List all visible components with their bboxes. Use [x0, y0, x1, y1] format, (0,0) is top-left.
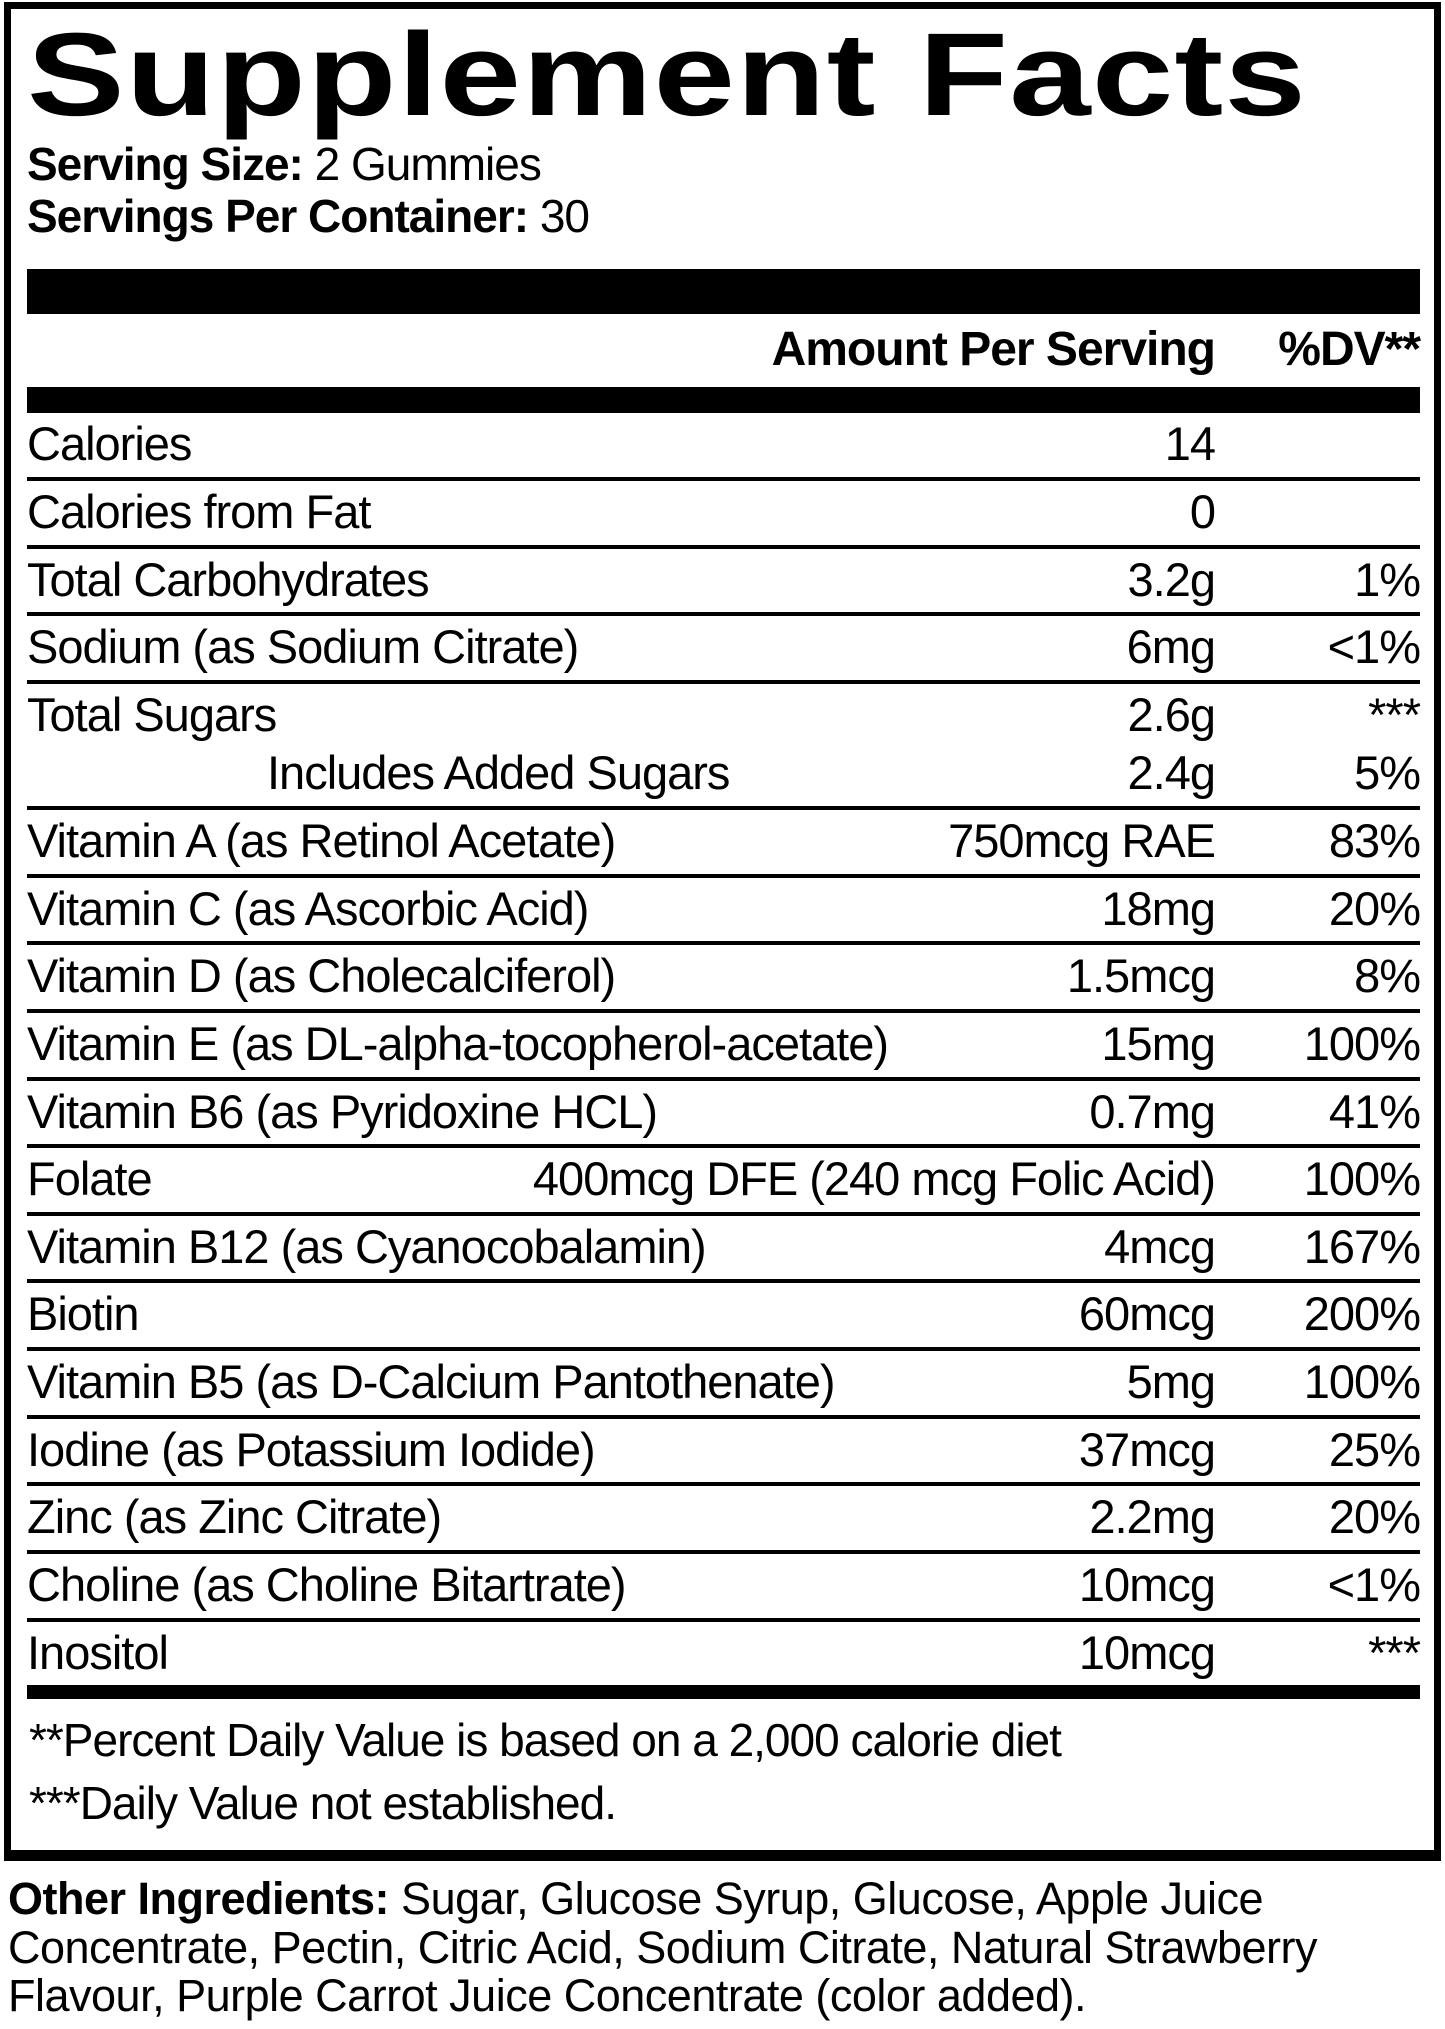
nutrient-name: Inositol — [27, 1625, 168, 1679]
table-row — [27, 1212, 1420, 1280]
nutrient-dv: 83% — [1328, 814, 1420, 868]
footnote-daily-value: **Percent Daily Value is based on a 2,000 calorie diet — [29, 1714, 1061, 1767]
thick-divider-footnotes — [27, 1685, 1420, 1699]
other-ingredients-text: Sugar, Glucose Syrup, Glucose, Apple Juice Concentrate, Pectin, Citric Acid, Sodium Citrate, Natural Strawberry Flavour, Purple Carrot Juice Concentrate (color added). — [8, 1873, 1318, 2022]
table-row — [27, 941, 1420, 1009]
amount-per-serving-header: Amount Per Serving — [771, 323, 1215, 377]
table-row — [27, 874, 1420, 942]
panel-title: Supplement Facts — [27, 9, 1308, 141]
nutrient-amount: 15mg — [1101, 1016, 1215, 1070]
nutrient-amount: 14 — [1164, 417, 1215, 471]
nutrient-dv: 1% — [1354, 552, 1420, 606]
other-ingredients-label: Other Ingredients: — [8, 1873, 390, 1925]
other-ingredients-paragraph — [8, 1875, 1439, 2021]
nutrient-name: Calories — [27, 417, 192, 471]
nutrient-amount: 4mcg — [1104, 1219, 1215, 1273]
nutrient-dv: 100% — [1303, 1152, 1420, 1206]
nutrient-amount: 2.4g — [1127, 746, 1215, 800]
nutrient-name: Calories from Fat — [27, 484, 371, 538]
nutrient-dv: *** — [1368, 1625, 1420, 1679]
table-row — [27, 413, 1420, 477]
nutrient-dv: 20% — [1328, 881, 1420, 935]
nutrient-name: Iodine (as Potassium Iodide) — [27, 1422, 595, 1476]
nutrient-amount: 750mcg RAE — [948, 814, 1215, 868]
nutrient-name: Vitamin B6 (as Pyridoxine HCL) — [27, 1084, 657, 1138]
table-row — [27, 680, 1420, 748]
nutrient-amount: 10mcg — [1078, 1557, 1215, 1611]
nutrient-name: Biotin — [27, 1287, 139, 1341]
nutrient-dv: *** — [1368, 687, 1420, 741]
servings-per-container-value: 30 — [528, 190, 589, 243]
table-row — [27, 1550, 1420, 1618]
medium-divider-header — [27, 387, 1420, 413]
nutrient-name: Sodium (as Sodium Citrate) — [27, 620, 579, 674]
nutrient-amount: 1.5mcg — [1066, 949, 1215, 1003]
nutrient-dv: 100% — [1303, 1355, 1420, 1409]
nutrient-dv: 25% — [1328, 1422, 1420, 1476]
nutrient-name: Vitamin B12 (as Cyanocobalamin) — [27, 1219, 706, 1273]
table-row — [27, 1279, 1420, 1347]
nutrient-dv: <1% — [1327, 620, 1420, 674]
nutrient-amount: 0 — [1189, 484, 1215, 538]
table-row — [27, 1482, 1420, 1550]
nutrient-name: Vitamin E (as DL-alpha-tocopherol-acetate) — [27, 1016, 889, 1070]
table-row — [27, 806, 1420, 874]
table-row — [27, 1077, 1420, 1145]
serving-size-label: Serving Size: — [27, 138, 303, 191]
serving-size-value: 2 Gummies — [302, 138, 541, 191]
nutrient-dv: 41% — [1328, 1084, 1420, 1138]
table-header-row — [27, 314, 1420, 387]
table-row — [27, 1415, 1420, 1483]
nutrient-amount: 0.7mg — [1089, 1084, 1215, 1138]
nutrient-amount: 5mg — [1126, 1355, 1215, 1409]
footnotes — [27, 1699, 1420, 1850]
nutrient-amount: 2.6g — [1127, 687, 1215, 741]
nutrient-name: Choline (as Choline Bitartrate) — [27, 1557, 626, 1611]
nutrient-amount: 2.2mg — [1089, 1490, 1215, 1544]
footnote-not-established: ***Daily Value not established. — [29, 1776, 616, 1829]
nutrient-dv: <1% — [1327, 1557, 1420, 1611]
nutrient-dv: 5% — [1354, 746, 1420, 800]
nutrient-rows — [27, 413, 1420, 1685]
nutrient-name: Vitamin A (as Retinol Acetate) — [27, 814, 616, 868]
nutrient-amount: 3.2g — [1127, 552, 1215, 606]
nutrient-name: Includes Added Sugars — [267, 746, 730, 800]
nutrient-name: Vitamin D (as Cholecalciferol) — [27, 949, 616, 1003]
nutrient-dv: 167% — [1303, 1219, 1420, 1273]
supplement-facts-panel — [4, 2, 1441, 1861]
table-row — [27, 612, 1420, 680]
nutrient-name: Total Sugars — [27, 687, 277, 741]
percent-dv-header: %DV** — [1278, 323, 1420, 377]
nutrient-amount: 6mg — [1126, 620, 1215, 674]
table-row — [27, 477, 1420, 545]
table-row — [27, 1009, 1420, 1077]
table-row — [27, 1144, 1420, 1212]
serving-size-line — [27, 139, 1420, 191]
nutrient-amount: 60mcg — [1078, 1287, 1215, 1341]
nutrient-amount: 37mcg — [1078, 1422, 1215, 1476]
table-row — [27, 1347, 1420, 1415]
nutrient-name: Total Carbohydrates — [27, 552, 429, 606]
table-row — [27, 545, 1420, 613]
nutrient-amount: 400mcg DFE (240 mcg Folic Acid) — [532, 1152, 1215, 1206]
nutrient-dv: 8% — [1354, 949, 1420, 1003]
servings-per-container-line — [27, 191, 1420, 243]
nutrient-name: Folate — [27, 1152, 152, 1206]
nutrient-dv: 200% — [1303, 1287, 1420, 1341]
nutrient-amount: 10mcg — [1078, 1625, 1215, 1679]
thick-divider-top — [27, 269, 1420, 314]
nutrient-name: Vitamin C (as Ascorbic Acid) — [27, 881, 589, 935]
servings-per-container-label: Servings Per Container: — [27, 190, 529, 243]
nutrient-amount: 18mg — [1101, 881, 1215, 935]
nutrient-dv: 100% — [1303, 1016, 1420, 1070]
table-row — [27, 747, 1420, 806]
nutrient-name: Zinc (as Zinc Citrate) — [27, 1490, 442, 1544]
nutrient-name: Vitamin B5 (as D-Calcium Pantothenate) — [27, 1355, 835, 1409]
table-row — [27, 1618, 1420, 1686]
nutrient-dv: 20% — [1328, 1490, 1420, 1544]
